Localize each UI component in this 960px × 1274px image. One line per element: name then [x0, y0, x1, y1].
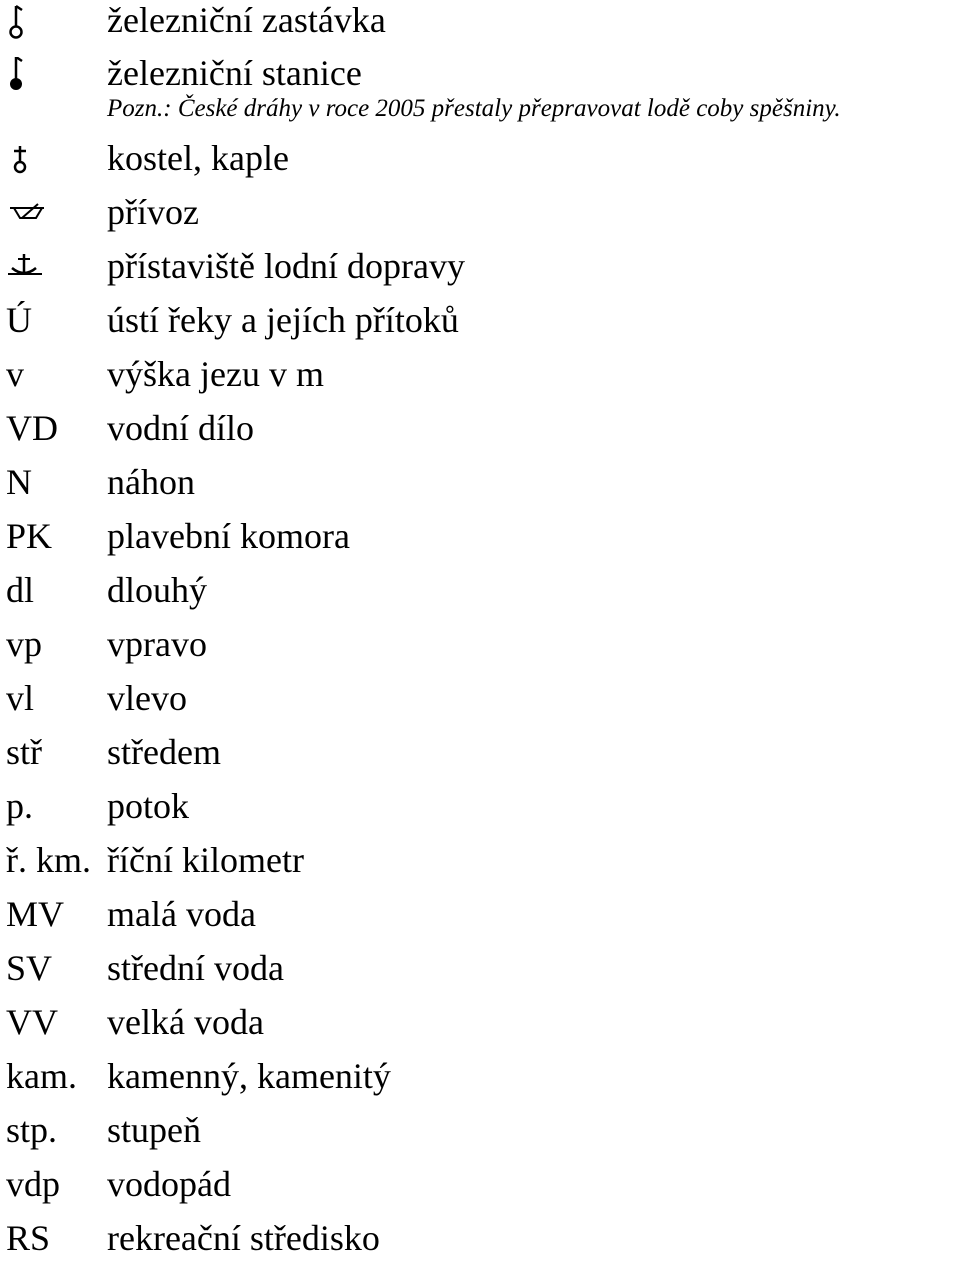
legend-row — [0, 518, 960, 572]
legend-desc: vlevo — [107, 678, 187, 718]
legend-row-church — [0, 140, 960, 194]
legend-row — [0, 410, 960, 464]
legend-key: RS — [6, 1218, 51, 1258]
legend-desc: potok — [107, 786, 190, 826]
legend-desc: přístaviště lodní dopravy — [107, 246, 465, 286]
legend-row — [0, 950, 960, 1004]
legend-row — [0, 626, 960, 680]
legend-row — [0, 734, 960, 788]
anchor-icon — [4, 250, 50, 286]
legend-key: ř. km. — [6, 840, 91, 880]
legend-row — [0, 1220, 960, 1274]
legend-key: VV — [6, 1002, 58, 1042]
legend-row — [0, 572, 960, 626]
legend-row — [0, 1112, 960, 1166]
legend-key: N — [6, 462, 32, 502]
legend-desc: výška jezu v m — [107, 354, 324, 394]
legend-desc: středem — [107, 732, 221, 772]
legend-row — [0, 464, 960, 518]
legend-key: SV — [6, 948, 53, 988]
legend-row — [0, 302, 960, 356]
legend-desc: střední voda — [107, 948, 284, 988]
legend-key: stp. — [6, 1110, 58, 1150]
legend-key: dl — [6, 570, 35, 610]
legend-row — [0, 356, 960, 410]
legend-desc: vodní dílo — [107, 408, 255, 448]
legend-row-railway-halt — [0, 2, 960, 56]
legend-key: stř — [6, 732, 42, 772]
legend-desc: železniční stanice — [107, 53, 362, 93]
legend-desc: vodopád — [107, 1164, 231, 1204]
legend-row-anchor — [0, 248, 960, 302]
legend-row — [0, 1058, 960, 1112]
ferry-icon — [4, 196, 50, 232]
legend-row — [0, 896, 960, 950]
legend-key: kam. — [6, 1056, 77, 1096]
legend-row — [0, 1004, 960, 1058]
legend-desc: vpravo — [107, 624, 207, 664]
legend-desc: náhon — [107, 462, 195, 502]
legend-key: Ú — [6, 300, 32, 340]
legend-row — [0, 680, 960, 734]
legend-key: PK — [6, 516, 53, 556]
legend-row-ferry — [0, 194, 960, 248]
legend-desc: velká voda — [107, 1002, 264, 1042]
legend-desc: železniční zastávka — [107, 0, 386, 40]
legend-desc: rekreační středisko — [107, 1218, 380, 1258]
church-icon — [4, 142, 50, 178]
legend-desc: říční kilometr — [107, 840, 304, 880]
legend-desc: stupeň — [107, 1110, 201, 1150]
legend-note: Pozn.: České dráhy v roce 2005 přestaly přepravovat lodě coby spěšniny. — [107, 95, 841, 122]
legend-key: vdp — [6, 1164, 60, 1204]
legend-key: vp — [6, 624, 42, 664]
legend-key: vl — [6, 678, 35, 718]
legend-key: v — [6, 354, 24, 394]
legend-desc: malá voda — [107, 894, 256, 934]
legend-row — [0, 788, 960, 842]
legend-row — [0, 1166, 960, 1220]
railway-station-icon — [4, 57, 50, 93]
legend-desc: plavební komora — [107, 516, 350, 556]
legend-desc: dlouhý — [107, 570, 208, 610]
legend-desc: přívoz — [107, 192, 199, 232]
legend-key: MV — [6, 894, 65, 934]
legend-key: p. — [6, 786, 33, 826]
legend-key: VD — [6, 408, 58, 448]
railway-halt-icon — [4, 4, 50, 40]
legend-row — [0, 842, 960, 896]
legend-desc: kamenný, kamenitý — [107, 1056, 391, 1096]
legend-desc: kostel, kaple — [107, 138, 289, 178]
legend-desc: ústí řeky a jejích přítoků — [107, 300, 459, 340]
